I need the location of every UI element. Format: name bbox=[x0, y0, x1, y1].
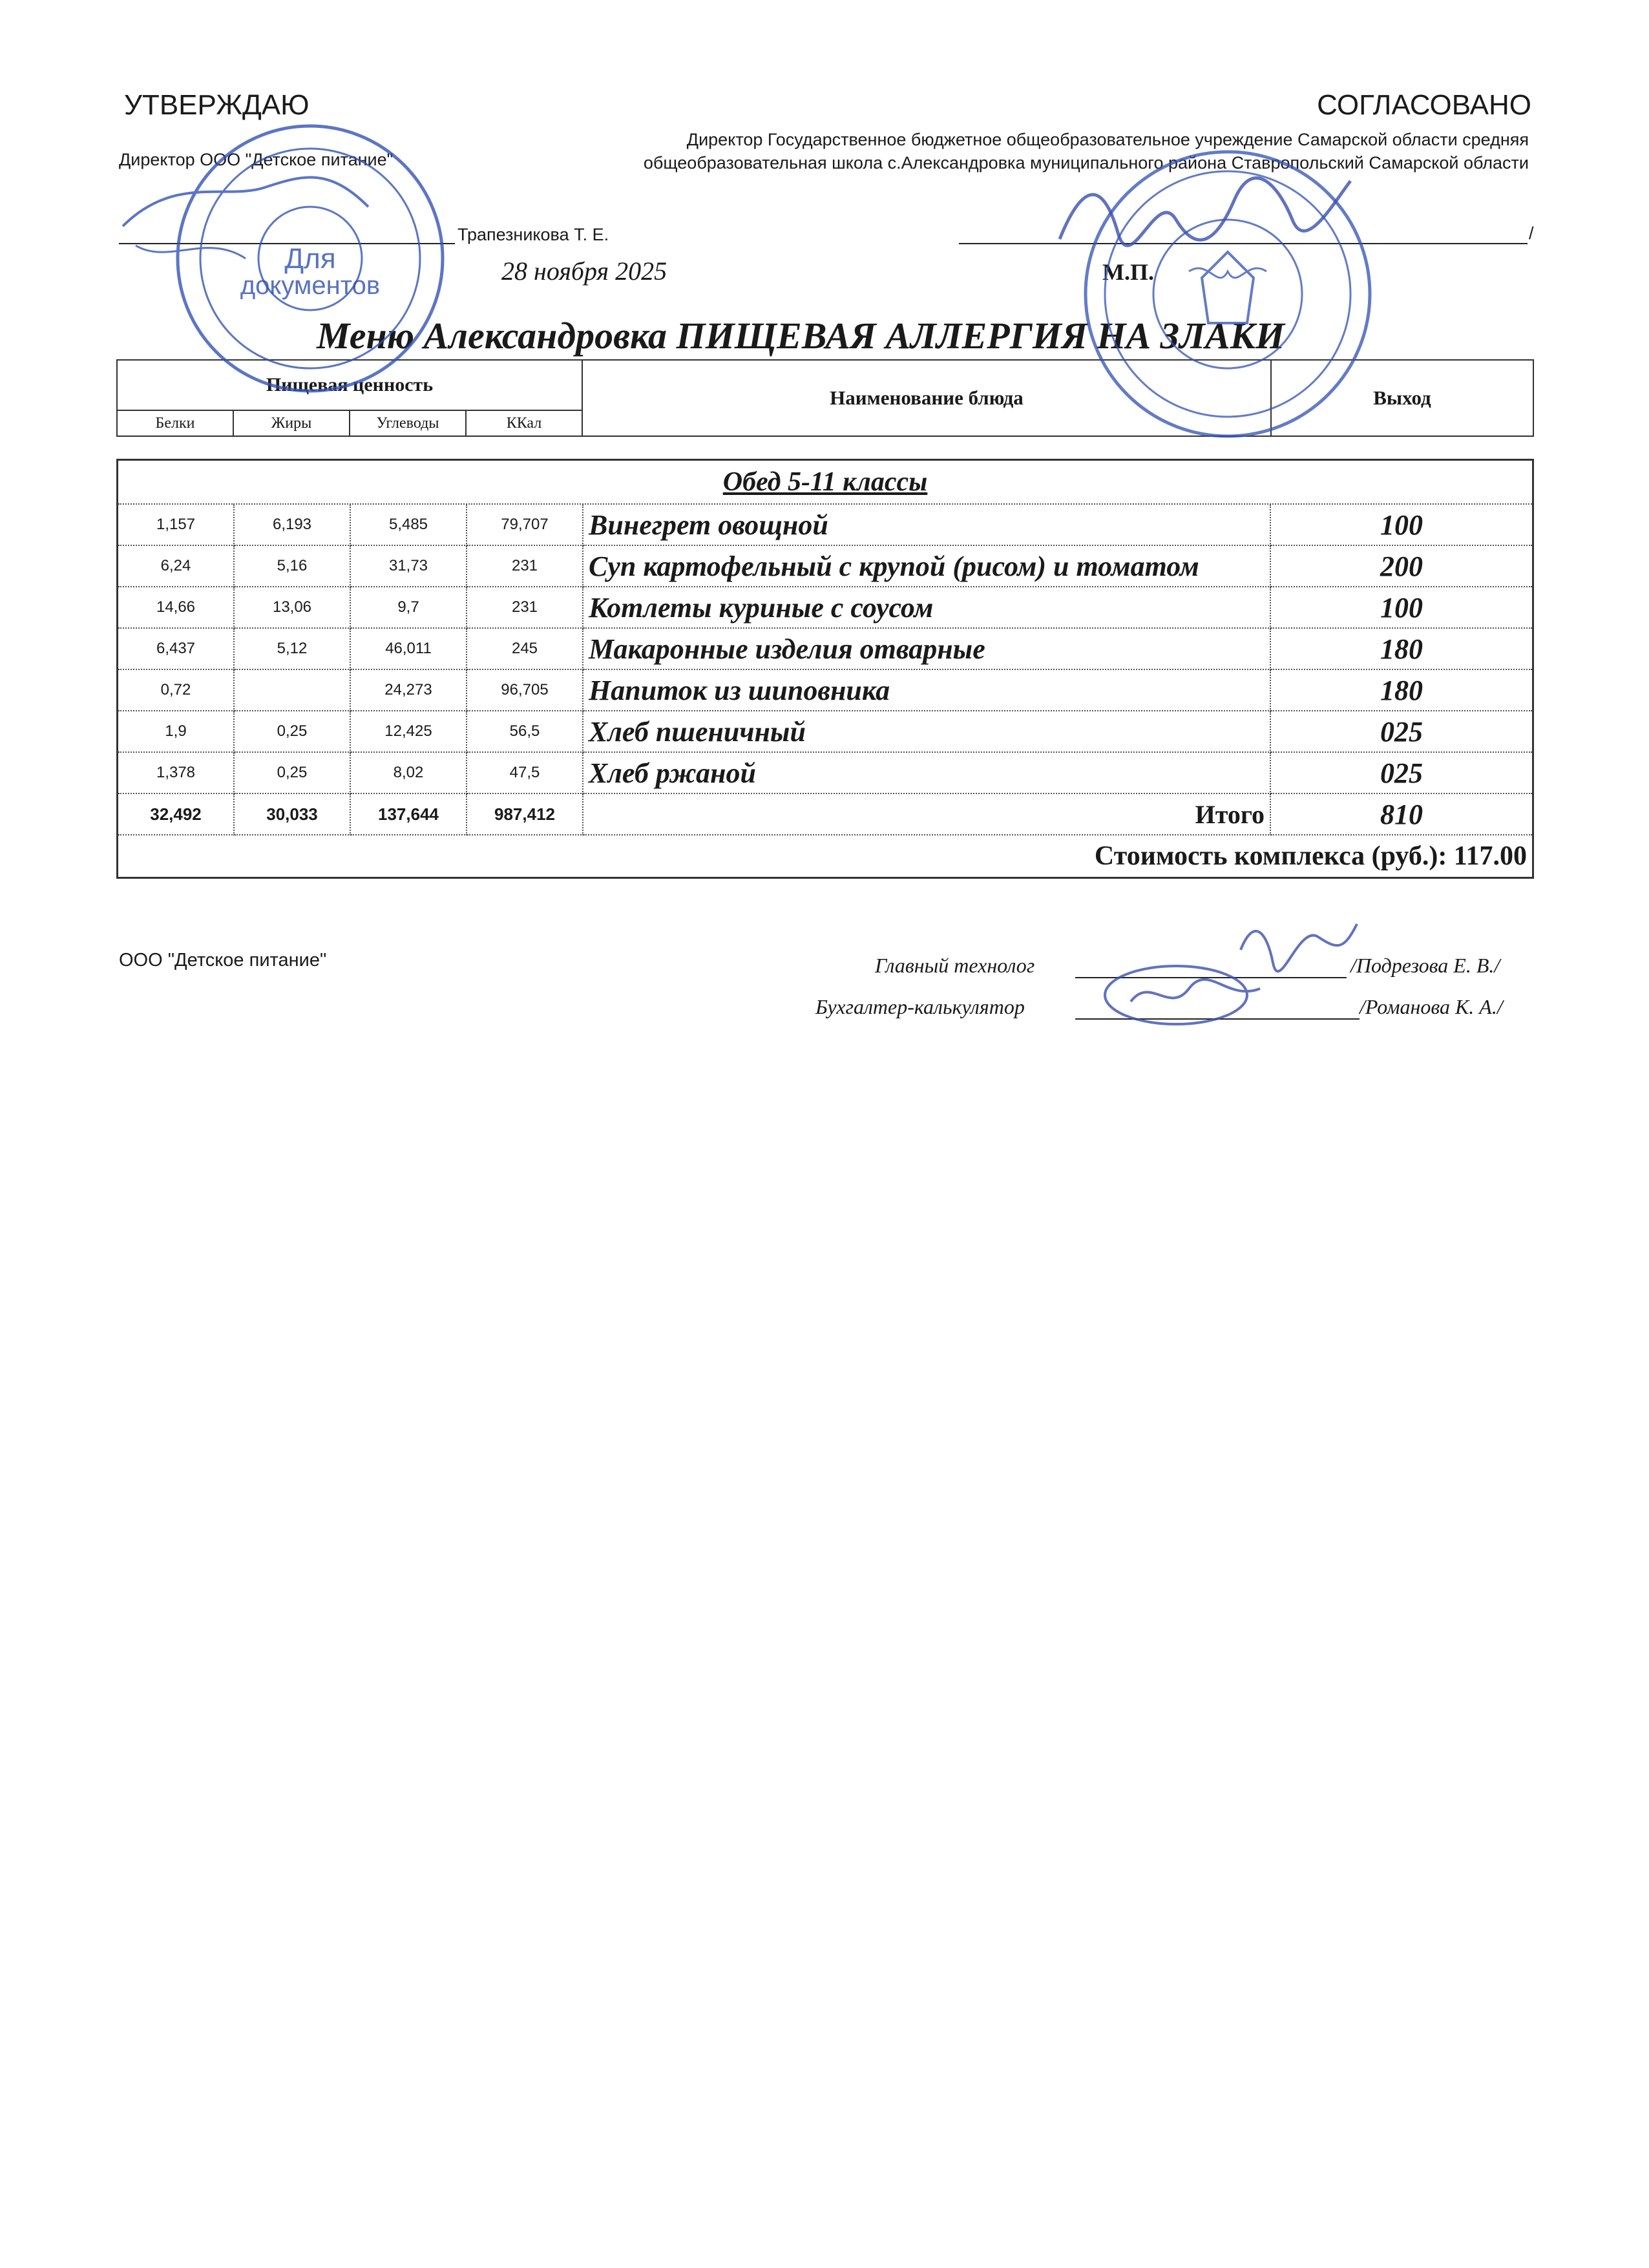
cell-carbs: 5,485 bbox=[350, 504, 467, 545]
nutrition-header: Пищевая ценность bbox=[117, 360, 582, 410]
cell-kcal: 47,5 bbox=[467, 752, 583, 793]
approve-name: Трапезникова Т. Е. bbox=[457, 225, 609, 244]
chief-technologist-label: Главный технолог bbox=[875, 954, 1035, 977]
table-row bbox=[118, 711, 1533, 752]
cell-yield: 100 bbox=[1270, 587, 1533, 628]
cell-dish: Напиток из шиповника bbox=[583, 669, 1270, 711]
svg-text:Для: Для bbox=[284, 243, 336, 275]
company-name: ООО "Детское питание" bbox=[119, 950, 327, 971]
total-proteins: 32,492 bbox=[118, 793, 235, 835]
svg-text:документов: документов bbox=[240, 271, 381, 300]
cell-dish: Котлеты куриные с соусом bbox=[583, 587, 1270, 628]
cell-fats: 0,25 bbox=[234, 752, 350, 793]
cell-kcal: 231 bbox=[467, 545, 583, 587]
agree-heading: СОГЛАСОВАНО bbox=[1317, 89, 1531, 121]
dish-header: Наименование блюда bbox=[582, 360, 1271, 436]
complex-cost: Стоимость комплекса (руб.): 117.00 bbox=[118, 835, 1533, 878]
cell-kcal: 96,705 bbox=[467, 669, 583, 711]
accountant-name: /Романова К. А./ bbox=[1360, 995, 1503, 1018]
cell-fats: 5,12 bbox=[234, 628, 350, 669]
cell-kcal: 56,5 bbox=[467, 711, 583, 752]
cell-proteins: 6,24 bbox=[118, 545, 235, 587]
total-carbs: 137,644 bbox=[350, 793, 467, 835]
cell-dish: Винегрет овощной bbox=[583, 504, 1270, 545]
total-fats: 30,033 bbox=[234, 793, 350, 835]
cell-proteins: 1,9 bbox=[118, 711, 235, 752]
director-signature-icon bbox=[1047, 162, 1357, 265]
table-row bbox=[118, 752, 1533, 793]
cell-fats: 13,06 bbox=[234, 587, 350, 628]
cell-yield: 025 bbox=[1270, 711, 1533, 752]
cell-carbs: 31,73 bbox=[350, 545, 467, 587]
cell-carbs: 24,273 bbox=[350, 669, 467, 711]
cell-carbs: 8,02 bbox=[350, 752, 467, 793]
cell-carbs: 9,7 bbox=[350, 587, 467, 628]
approve-heading: УТВЕРЖДАЮ bbox=[124, 89, 310, 121]
agree-position: Директор Государственное бюджетное общеобразовательное учреждение Самарской области средняя общеобразовательная школа с.Александровка муниципального района Ставропольский Самарской области bbox=[643, 130, 1529, 173]
menu-title: Меню Александровка ПИЩЕВАЯ АЛЛЕРГИЯ НА ЗЛАКИ bbox=[317, 315, 1285, 357]
cell-carbs: 46,011 bbox=[350, 628, 467, 669]
cell-yield: 025 bbox=[1270, 752, 1533, 793]
agree-slash: / bbox=[1529, 224, 1534, 243]
cell-fats: 0,25 bbox=[234, 711, 350, 752]
cell-dish: Хлеб пшеничный bbox=[583, 711, 1270, 752]
carbs-header: Углеводы bbox=[350, 410, 466, 436]
section-title: Обед 5-11 классы bbox=[118, 460, 1533, 505]
cell-kcal: 245 bbox=[467, 628, 583, 669]
kcal-header: ККал bbox=[466, 410, 582, 436]
cell-carbs: 12,425 bbox=[350, 711, 467, 752]
cell-proteins: 6,437 bbox=[118, 628, 235, 669]
chief-technologist-name: /Подрезова Е. В./ bbox=[1350, 954, 1500, 977]
stamp-place-label: М.П. bbox=[1102, 259, 1154, 285]
cell-proteins: 14,66 bbox=[118, 587, 235, 628]
cell-yield: 200 bbox=[1270, 545, 1533, 587]
cell-dish: Хлеб ржаной bbox=[583, 752, 1270, 793]
approve-position: Директор ООО "Детское питание" bbox=[119, 150, 394, 169]
table-row bbox=[118, 587, 1533, 628]
technologist-signature-icon bbox=[1092, 911, 1363, 1034]
yield-header: Выход bbox=[1271, 360, 1533, 436]
proteins-header: Белки bbox=[117, 410, 233, 436]
cell-dish: Суп картофельный с крупой (рисом) и томатом bbox=[583, 545, 1270, 587]
cell-yield: 180 bbox=[1270, 628, 1533, 669]
cell-yield: 180 bbox=[1270, 669, 1533, 711]
cell-kcal: 79,707 bbox=[467, 504, 583, 545]
cell-proteins: 1,378 bbox=[118, 752, 235, 793]
cell-fats: 5,16 bbox=[234, 545, 350, 587]
cell-dish: Макаронные изделия отварные bbox=[583, 628, 1270, 669]
menu-table bbox=[116, 459, 1534, 879]
menu-date: 28 ноября 2025 bbox=[501, 257, 667, 286]
cell-fats bbox=[234, 669, 350, 711]
accountant-label: Бухгалтер-калькулятор bbox=[815, 995, 1025, 1018]
table-row bbox=[118, 545, 1533, 587]
cell-proteins: 1,157 bbox=[118, 504, 235, 545]
table-row bbox=[118, 669, 1533, 711]
cell-proteins: 0,72 bbox=[118, 669, 235, 711]
cell-yield: 100 bbox=[1270, 504, 1533, 545]
fats-header: Жиры bbox=[233, 410, 350, 436]
company-stamp-icon bbox=[97, 97, 510, 401]
total-kcal: 987,412 bbox=[467, 793, 583, 835]
table-row bbox=[118, 504, 1533, 545]
cell-fats: 6,193 bbox=[234, 504, 350, 545]
total-row bbox=[118, 793, 1533, 835]
total-yield: 810 bbox=[1270, 793, 1533, 835]
table-row bbox=[118, 628, 1533, 669]
cell-kcal: 231 bbox=[467, 587, 583, 628]
total-label: Итого bbox=[583, 793, 1270, 835]
